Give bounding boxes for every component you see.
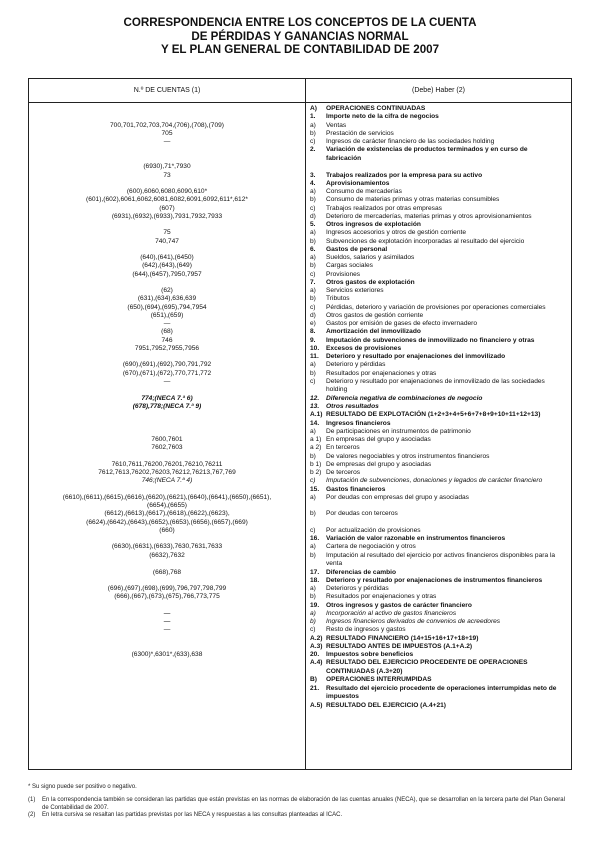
item-number: 1. xyxy=(310,113,316,121)
account-codes: 73 xyxy=(163,171,171,179)
table-row xyxy=(29,420,571,428)
table-row xyxy=(29,569,571,577)
table-row xyxy=(29,254,571,262)
item-label: OPERACIONES INTERRUMPIDAS xyxy=(326,676,432,684)
account-codes: (6624),(6642),(6643),(6652),(6653),(6656),(6657),(669) xyxy=(86,518,248,526)
item-number: c) xyxy=(310,477,316,485)
account-codes: (678),778;(NECA 7.ª 9) xyxy=(132,403,202,410)
account-codes: 7610,7611,76200,76201,76210,76211 xyxy=(111,460,223,468)
item-number: 8. xyxy=(310,328,316,336)
title-line-3: Y EL PLAN GENERAL DE CONTABILIDAD DE 2007 xyxy=(160,43,440,57)
item-label: Cartera de negociación y otros xyxy=(326,543,416,551)
item-label: Ingresos de carácter financiero de las sociedades holding xyxy=(326,138,495,145)
account-codes: 700,701,702,703,704,(706),(708),(709) xyxy=(109,121,224,129)
account-codes: (640),(641),(6450) xyxy=(140,254,194,261)
item-number: b 2) xyxy=(310,469,322,476)
item-label: Tributos xyxy=(326,295,350,303)
account-codes: (6930),71*,7930 xyxy=(143,163,191,171)
table-row xyxy=(29,461,571,469)
item-label: Pérdidas, deterioro y variación de provisiones por operaciones comerciales xyxy=(326,303,546,311)
table-row xyxy=(29,138,571,146)
item-number: b) xyxy=(310,295,316,303)
table-row xyxy=(29,271,571,279)
footnote-2 xyxy=(28,812,572,819)
item-label: Incorporación al activo de gastos financieros xyxy=(326,609,457,617)
item-label: Imputación de subvenciones, donaciones y legados de carácter financiero xyxy=(326,477,543,485)
table-row xyxy=(29,361,571,369)
table-row xyxy=(29,552,571,569)
item-label: Ventas xyxy=(326,121,347,129)
table-row xyxy=(29,577,571,585)
item-number: A.4) xyxy=(310,659,323,667)
table-row xyxy=(29,122,571,130)
item-number: 19. xyxy=(310,601,320,609)
item-number: 6. xyxy=(310,245,316,253)
item-label: Subvenciones de explotación incorporadas al resultado del ejercicio xyxy=(326,237,525,245)
account-codes: (666),(667),(673),(675),766,773,775 xyxy=(114,593,220,601)
account-codes: (660) xyxy=(159,526,175,534)
item-label: Imputación de subvenciones de inmovilizado no financiero y otras xyxy=(326,336,535,344)
table-row xyxy=(29,221,571,229)
item-number: b) xyxy=(310,551,316,559)
table-row xyxy=(29,602,571,610)
footnote-1-text: En la correspondencia también se consideran las partidas que están previstas en las normas de elaboración de las cuentas anuales (NECA), que se desarrollan en la tercera parte del Plan General de Contabilidad de 2007. xyxy=(42,797,565,811)
item-number: 21. xyxy=(310,684,320,692)
item-label: Deterioro y resultado por enajenaciones de inmovilizado de las sociedades holding xyxy=(326,377,545,393)
account-codes: 746 xyxy=(161,336,173,344)
item-number: A.5) xyxy=(310,701,323,709)
item-number: b) xyxy=(310,618,316,625)
item-label: Cargas sociales xyxy=(326,262,373,270)
item-label: Resultado del ejercicio procedente de operaciones interrumpidas neto de impuestos xyxy=(326,684,557,700)
item-label: Gastos de personal xyxy=(326,245,388,253)
title-line-2: DE PÉRDIDAS Y GANANCIAS NORMAL xyxy=(191,29,409,43)
table-row xyxy=(29,196,571,204)
account-codes: (668),768 xyxy=(152,568,182,576)
table-header xyxy=(29,79,571,103)
item-label: Ingresos financieros derivados de convenios de acreedores xyxy=(326,618,501,625)
item-number: d) xyxy=(310,311,316,319)
item-number: a) xyxy=(310,121,316,129)
item-label: Otros gastos de gestión corriente xyxy=(326,311,424,319)
item-number: B) xyxy=(310,676,317,684)
item-label: Amortización del inmovilizado xyxy=(326,328,421,336)
item-number: e) xyxy=(310,320,316,327)
item-label: En terceros xyxy=(326,444,360,452)
table-row xyxy=(29,328,571,336)
item-label: Variación de existencias de productos terminados y en curso de fabricación xyxy=(326,146,528,162)
item-label: Gastos por emisión de gases de efecto invernadero xyxy=(326,320,478,327)
item-label: Trabajos realizados por la empresa para su activo xyxy=(326,171,483,179)
item-label: RESULTADO DE EXPLOTACIÓN (1+2+3+4+5+6+7+8+9+10+11+12+13) xyxy=(326,411,541,419)
table-row xyxy=(29,618,571,626)
table-row xyxy=(29,428,571,436)
item-number: b) xyxy=(310,593,316,601)
table-row xyxy=(29,519,571,527)
item-label: De valores negociables y otros instrumentos financieros xyxy=(326,452,490,460)
item-label: Por actualización de provisiones xyxy=(326,526,421,534)
item-label: Impuestos sobre beneficios xyxy=(326,651,414,658)
item-number: a) xyxy=(310,254,316,261)
footnote-2-text: En letra cursiva se resaltan las partidas previstas por las NECA y respuestas a las consultas planteadas al ICAC. xyxy=(42,812,343,819)
item-number: c) xyxy=(310,526,316,534)
item-number: c) xyxy=(310,204,316,212)
item-number: 11. xyxy=(310,353,319,360)
item-label: Deterioro de mercaderías, materias primas y otros aprovisionamientos xyxy=(326,212,532,220)
item-number: A.3) xyxy=(310,642,323,650)
item-label: Trabajos realizados por otras empresas xyxy=(326,204,442,212)
item-label: De empresas del grupo y asociadas xyxy=(326,460,432,468)
table-row xyxy=(29,287,571,295)
item-number: 7. xyxy=(310,278,316,286)
item-label: Otros resultados xyxy=(326,403,379,410)
table-row xyxy=(29,238,571,246)
account-codes: (650),(694),(695),794,7954 xyxy=(127,303,207,311)
table-row xyxy=(29,444,571,452)
item-number: b) xyxy=(310,452,316,460)
item-number: 16. xyxy=(310,535,320,542)
account-codes: (62) xyxy=(161,287,173,294)
item-number: b) xyxy=(310,196,316,204)
item-number: a 2) xyxy=(310,444,322,452)
item-number: b) xyxy=(310,510,316,518)
account-codes: (6630),(6631),(6633),7630,7631,7633 xyxy=(111,543,223,551)
table-row xyxy=(29,105,571,113)
item-number: a 1) xyxy=(310,436,322,443)
item-label: Prestación de servicios xyxy=(326,129,394,137)
footnote-2-key: (2) xyxy=(28,812,36,819)
table-row xyxy=(29,229,571,237)
table-row xyxy=(29,188,571,196)
account-codes: (600),6060,6080,6090,610* xyxy=(126,188,208,195)
account-codes: (696),(697),(698),(699),796,797,798,799 xyxy=(107,585,227,592)
item-label: Resultados por enajenaciones y otras xyxy=(326,369,437,377)
table-row xyxy=(29,535,571,543)
account-codes: (6931),(6932),(6933),7931,7932,7933 xyxy=(111,212,223,220)
account-codes: (6612),(6613),(6617),(6618),(6622),(6623), xyxy=(104,510,230,518)
item-label: Diferencias de cambio xyxy=(326,568,396,576)
item-number: b) xyxy=(310,262,316,270)
footnotes xyxy=(28,784,572,820)
table-row xyxy=(29,146,571,163)
account-codes: (670),(671),(672),770,771,772 xyxy=(122,369,212,377)
table-row xyxy=(29,130,571,138)
table-body xyxy=(29,105,571,710)
table-row xyxy=(29,659,571,676)
table-row xyxy=(29,527,571,535)
item-number: b) xyxy=(310,129,316,137)
footnote-star: * Su signo puede ser positivo o negativo. xyxy=(28,784,137,790)
account-codes: (6654),(6655) xyxy=(147,502,187,509)
account-codes: (690),(691),(692),790,791,792 xyxy=(122,361,212,369)
item-label: Por deudas con terceros xyxy=(326,510,398,518)
account-codes: (6300)*,6301*,(633),638 xyxy=(131,651,203,658)
item-number: d) xyxy=(310,212,316,220)
account-codes: 7612,7613,76202,76203,76212,76213,767,769 xyxy=(98,469,236,476)
table-row xyxy=(29,353,571,361)
table-row xyxy=(29,626,571,634)
account-codes: 705 xyxy=(161,129,173,137)
item-number: a) xyxy=(310,543,316,551)
item-label: De terceros xyxy=(326,469,361,476)
item-number: 20. xyxy=(310,651,320,658)
item-number: A.2) xyxy=(310,634,323,642)
account-codes: 740,747 xyxy=(155,237,179,245)
correspondence-table xyxy=(28,78,572,770)
table-row xyxy=(29,205,571,213)
table-row xyxy=(29,172,571,180)
table-row xyxy=(29,337,571,345)
item-label: RESULTADO DEL EJERCICIO (A.4+21) xyxy=(326,701,446,709)
table-row xyxy=(29,643,571,651)
item-label: Resto de ingresos y gastos xyxy=(326,626,406,634)
item-number: a) xyxy=(310,609,316,617)
account-codes: 75 xyxy=(163,229,171,237)
item-number: b) xyxy=(310,369,316,377)
table-row xyxy=(29,370,571,378)
table-row xyxy=(29,486,571,494)
account-codes: (651),(659) xyxy=(150,311,184,319)
item-label: RESULTADO DEL EJERCICIO PROCEDENTE DE OPERACIONES CONTINUADAS (A.3+20) xyxy=(326,659,528,675)
item-number: a) xyxy=(310,493,316,501)
footnote-1-key: (1) xyxy=(28,797,36,804)
account-codes: (642),(643),(649) xyxy=(142,262,192,270)
account-codes: (68) xyxy=(161,328,173,336)
item-number: c) xyxy=(310,303,316,311)
item-label: Diferencia negativa de combinaciones de negocio xyxy=(326,394,483,402)
item-label: Deterioro y resultado por enajenaciones del inmovilizado xyxy=(326,353,506,360)
table-row xyxy=(29,685,571,702)
table-row xyxy=(29,262,571,270)
account-codes: (6632),7632 xyxy=(149,551,185,559)
account-codes: 774;(NECA 7.ª 6) xyxy=(141,394,193,402)
table-row xyxy=(29,436,571,444)
account-codes: — xyxy=(163,138,171,145)
item-label: Imputación al resultado del ejercicio por activos financieros disponibles para la venta xyxy=(326,551,556,567)
item-label: Variación de valor razonable en instrumentos financieros xyxy=(326,535,506,542)
account-codes: — xyxy=(163,626,171,634)
table-row xyxy=(29,163,571,171)
footnote-1 xyxy=(28,797,572,812)
item-label: Servicios exteriores xyxy=(326,287,384,294)
item-label: Importe neto de la cifra de negocios xyxy=(326,113,439,121)
table-row xyxy=(29,411,571,419)
item-number: c) xyxy=(310,138,316,145)
table-row xyxy=(29,345,571,353)
header-debe-haber: (Debe) Haber (2) xyxy=(412,87,465,94)
item-label: En empresas del grupo y asociadas xyxy=(326,436,431,443)
item-label: OPERACIONES CONTINUADAS xyxy=(326,105,426,112)
table-row xyxy=(29,304,571,312)
table-row xyxy=(29,610,571,618)
item-number: 5. xyxy=(310,221,316,228)
header-accounts: N.º DE CUENTAS (1) xyxy=(29,79,306,102)
item-number: 4. xyxy=(310,179,316,187)
account-codes: 746;(NECA 7.ª 4) xyxy=(141,477,193,485)
item-number: A.1) xyxy=(310,411,323,419)
item-label: Excesos de provisiones xyxy=(326,344,402,352)
table-row xyxy=(29,635,571,643)
item-number: a) xyxy=(310,585,316,592)
item-label: Consumo de mercaderías xyxy=(326,188,402,195)
table-row xyxy=(29,510,571,518)
item-label: Sueldos, salarios y asimilados xyxy=(326,254,415,261)
account-codes: 7600,7601 xyxy=(151,436,183,443)
item-number: 14. xyxy=(310,419,320,427)
account-codes: (607) xyxy=(159,204,175,212)
account-codes: — xyxy=(163,618,171,625)
item-number: c) xyxy=(310,270,316,278)
item-label: Deterioros y pérdidas xyxy=(326,585,389,592)
item-number: 17. xyxy=(310,568,320,576)
table-row xyxy=(29,113,571,121)
table-row xyxy=(29,378,571,395)
table-row xyxy=(29,295,571,303)
item-label: Aprovisionamientos xyxy=(326,179,390,187)
account-codes: (6610),(6611),(6615),(6616),(6620),(6621),(6640),(6641),(6650),(6651), xyxy=(62,493,272,501)
account-codes: (644),(6457),7950,7957 xyxy=(132,270,202,278)
item-number: 12. xyxy=(310,394,320,402)
table-row xyxy=(29,585,571,593)
account-codes: (601),(602),6061,6062,6081,6082,6091,6092,611*,612* xyxy=(86,196,248,204)
item-number: a) xyxy=(310,361,316,369)
item-number: 9. xyxy=(310,336,316,344)
item-label: Provisiones xyxy=(326,270,361,278)
item-number: c) xyxy=(310,377,316,385)
item-number: b 1) xyxy=(310,460,322,468)
item-label: Resultados por enajenaciones y otras xyxy=(326,593,437,601)
account-codes: 7602,7603 xyxy=(151,444,183,452)
item-label: Otros gastos de explotación xyxy=(326,278,415,286)
table-row xyxy=(29,213,571,221)
table-row xyxy=(29,502,571,510)
account-codes: — xyxy=(163,377,171,385)
item-label: Ingresos accesorios y otros de gestión corriente xyxy=(326,229,467,237)
table-row xyxy=(29,453,571,461)
item-number: b) xyxy=(310,237,316,245)
title-line-1: CORRESPONDENCIA ENTRE LOS CONCEPTOS DE LA CUENTA xyxy=(123,16,477,29)
item-label: Otros ingresos de explotación xyxy=(326,221,421,228)
item-label: Gastos financieros xyxy=(326,485,386,493)
account-codes: — xyxy=(163,609,171,617)
table-row xyxy=(29,320,571,328)
table-row xyxy=(29,702,571,710)
item-label: RESULTADO ANTES DE IMPUESTOS (A.1+A.2) xyxy=(326,642,473,650)
account-codes: — xyxy=(163,320,171,327)
item-number: A) xyxy=(310,105,317,112)
account-codes: (631),(634),636,639 xyxy=(137,295,197,303)
table-row xyxy=(29,469,571,477)
item-label: Ingresos financieros xyxy=(326,419,391,427)
item-number: a) xyxy=(310,229,316,237)
item-number: a) xyxy=(310,427,316,435)
item-label: Deterioro y resultado por enajenaciones de instrumentos financieros xyxy=(326,576,543,584)
table-row xyxy=(29,543,571,551)
item-label: Por deudas con empresas del grupo y asociadas xyxy=(326,493,469,501)
table-row xyxy=(29,676,571,684)
table-row xyxy=(29,651,571,659)
item-number: 3. xyxy=(310,171,316,179)
item-number: a) xyxy=(310,188,316,195)
table-row xyxy=(29,180,571,188)
item-number: 10. xyxy=(310,344,320,352)
table-row xyxy=(29,279,571,287)
item-number: a) xyxy=(310,287,316,294)
item-label: Consumo de materias primas y otras materias consumibles xyxy=(326,196,500,204)
item-label: De participaciones en instrumentos de patrimonio xyxy=(326,427,471,435)
item-label: RESULTADO FINANCIERO (14+15+16+17+18+19) xyxy=(326,634,479,642)
table-row xyxy=(29,312,571,320)
table-row xyxy=(29,395,571,403)
table-row xyxy=(29,477,571,485)
page-title xyxy=(0,16,600,57)
account-codes: 7951,7952,7955,7956 xyxy=(134,344,200,352)
item-number: 15. xyxy=(310,485,320,493)
item-label: Otros ingresos y gastos de carácter financiero xyxy=(326,601,472,609)
item-label: Deterioro y pérdidas xyxy=(326,361,386,369)
item-number: 18. xyxy=(310,576,320,584)
item-number: 13. xyxy=(310,403,320,410)
table-row xyxy=(29,593,571,601)
table-row xyxy=(29,494,571,502)
table-row xyxy=(29,246,571,254)
item-number: c) xyxy=(310,626,316,634)
item-number: 2. xyxy=(310,146,316,154)
table-row xyxy=(29,403,571,411)
